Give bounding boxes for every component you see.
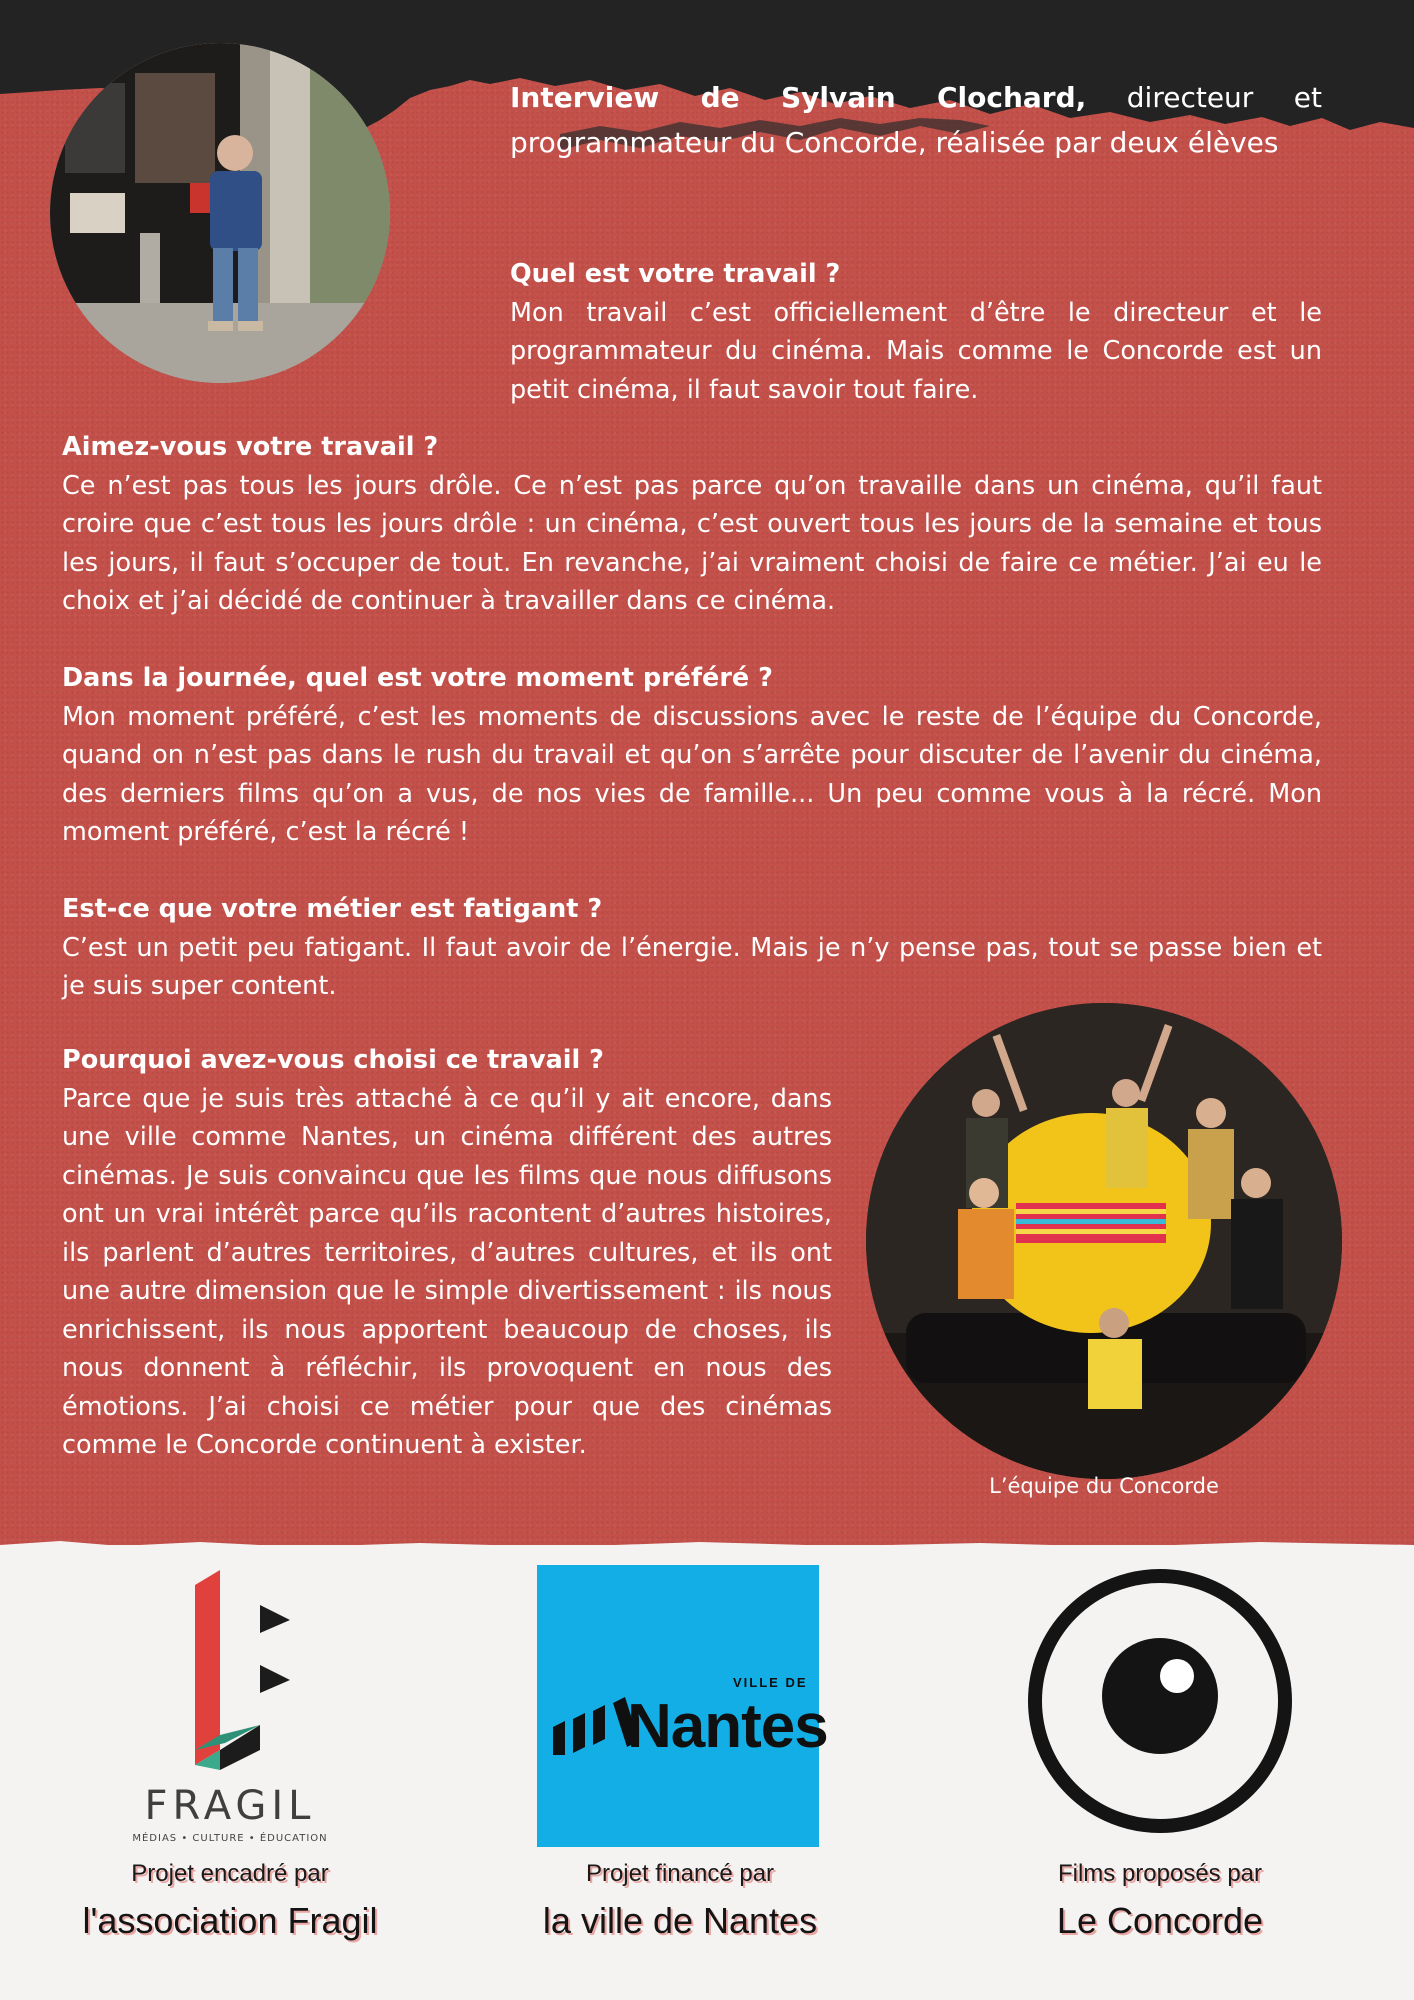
- question-text: Pourquoi avez-vous choisi ce travail ?: [62, 1045, 604, 1075]
- fragil-big-caption: l'association Fragil: [82, 1900, 378, 1941]
- answer-text: C’est un petit peu fatigant. Il faut avoir de l’énergie. Mais je n’y pense pas, tout se passe bien et je suis super content.: [62, 932, 1322, 1001]
- concorde-small-caption: Films proposés par: [1057, 1860, 1263, 1887]
- nantes-big-caption: la ville de Nantes: [542, 1900, 818, 1941]
- answer-text: Parce que je suis très attaché à ce qu’il y ait encore, dans une ville comme Nantes, un cinéma différent des autres cinémas. Je suis convaincu que les films que nous diffusons ont un vrai intérêt parce qu’ils racontent d’autres histoires, ils parlent d’autres territoires, d’autres cultures, et ils ont une autre dimension que le simple divertissement : ils nous enrichissent, ils nous apportent beaucoup de choses, ils nous donnent à réfléchir, ils provoquent en nous des émotions. J’ai choisi ce métier pour que des cinémas comme le Concorde continuent à exister.: [62, 1083, 832, 1460]
- ville-de-label: VILLE DE: [733, 1675, 808, 1690]
- concorde-eye-icon: [1027, 1568, 1293, 1834]
- fragil-small-caption: Projet encadré par: [131, 1860, 329, 1887]
- fragil-logo-icon: [165, 1565, 305, 1775]
- qa-block: [62, 428, 1322, 621]
- question-text: Dans la journée, quel est votre moment préféré ?: [62, 663, 773, 693]
- answer-text: Mon moment préféré, c’est les moments de discussions avec le reste de l’équipe du Concorde, quand on n’est pas dans le rush du travail et qu’on s’arrête pour discuter de l’avenir du cinéma, des derniers films qu’on a vus, de nos vies de famille... Un peu comme vous à la récré. Mon moment préféré, c’est la récré !: [62, 701, 1322, 847]
- director-photo: [50, 43, 390, 383]
- qa-block: [62, 890, 1322, 1006]
- nantes-logo: [537, 1565, 828, 1847]
- qa-block: [62, 1041, 832, 1465]
- qa-block: [510, 255, 1322, 409]
- question-text: Aimez-vous votre travail ?: [62, 432, 439, 462]
- intro-text: [510, 75, 1322, 165]
- nantes-wordmark: Nantes: [627, 1692, 828, 1761]
- fragil-wordmark: FRAGIL: [144, 1783, 316, 1829]
- intro-rest: directeur et programmateur du Concorde, réalisée par deux élèves: [510, 81, 1322, 159]
- team-photo-caption: L’équipe du Concorde: [989, 1474, 1219, 1498]
- qa-block: [62, 659, 1322, 852]
- interviewee-name: Interview de Sylvain Clochard,: [510, 81, 1087, 114]
- fragil-tagline: MÉDIAS • CULTURE • ÉDUCATION: [132, 1833, 328, 1844]
- answer-text: Mon travail c’est officiellement d’être le directeur et le programmateur du cinéma. Mais comme le Concorde est un petit cinéma, il faut savoir tout faire.: [510, 297, 1322, 405]
- question-text: Est-ce que votre métier est fatigant ?: [62, 894, 603, 924]
- nantes-small-caption: Projet financé par: [585, 1860, 775, 1887]
- team-photo: [866, 1003, 1342, 1479]
- concorde-big-caption: Le Concorde: [1056, 1900, 1264, 1941]
- question-text: Quel est votre travail ?: [510, 259, 841, 289]
- paper-bottom-edge: [0, 1535, 1414, 1555]
- answer-text: Ce n’est pas tous les jours drôle. Ce n’est pas parce qu’on travaille dans un cinéma, qu’il faut croire que c’est tous les jours drôle : un cinéma, c’est ouvert tous les jours de la semaine et tous les jours, il faut s’occuper de tout. En revanche, j’ai vraiment choisi de faire ce métier. J’ai eu le choix et j’ai décidé de continuer à travailler dans ce cinéma.: [62, 470, 1322, 616]
